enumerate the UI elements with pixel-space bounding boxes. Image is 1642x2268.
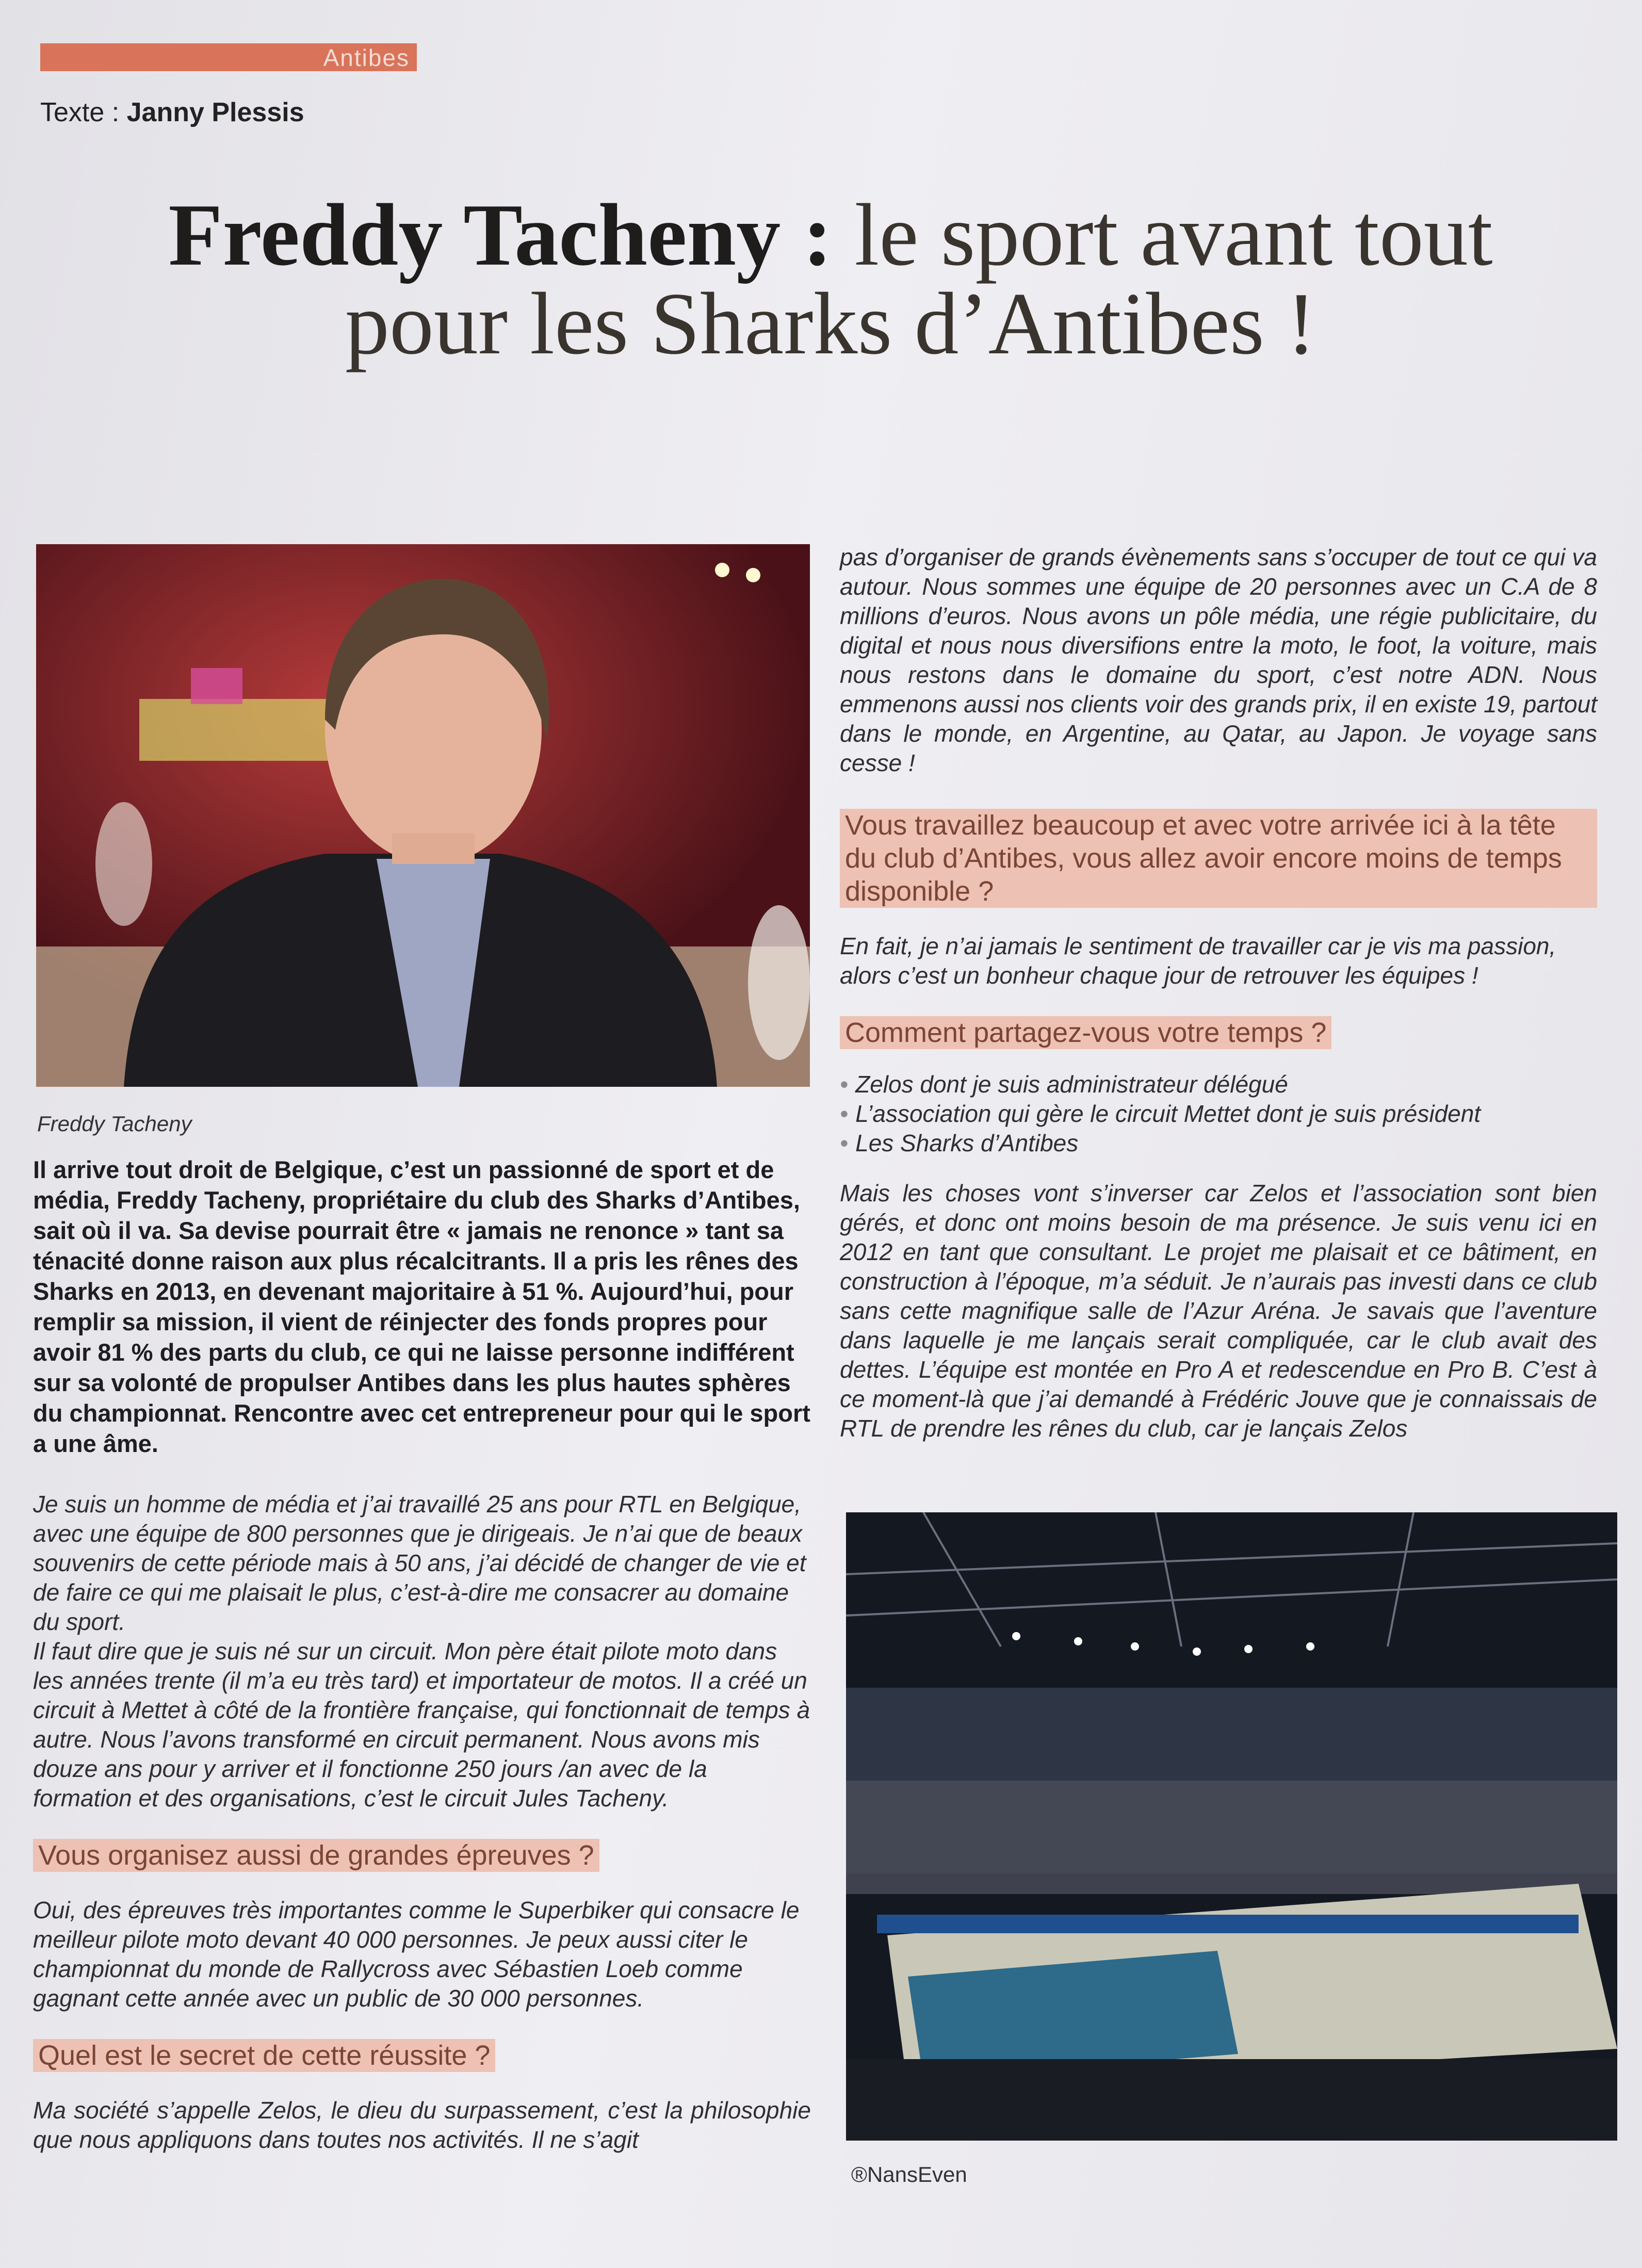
time-split-list: [840, 1070, 1597, 1158]
right-para-1: pas d’organiser de grands évènements sans s’occuper de tout ce qui va autour. Nous sommes une équipe de 20 personnes avec un C.A de 8 millions d’euros. Nous avons un pôle média, une régie publicitaire, du digital et nous nous diversifions entre la moto, le foot, la voiture, mais nous restons dans le domaine du sport, c’est notre ADN. Nous emmenons aussi nos clients voir des grands prix, il en existe 19, partout dans le monde, en Argentine, au Qatar, au Japon. Je voyage sans cesse !: [840, 544, 1597, 776]
byline-author: Janny Plessis: [126, 97, 304, 127]
arena-caption: ®NansEven: [851, 2162, 967, 2187]
headline-name: Freddy Tacheny :: [168, 186, 833, 284]
answer-para-1: Je suis un homme de média et j’ai travaillé 25 ans pour RTL en Belgique, avec une équipe de 800 personnes que je dirigeais. Je n’ai que de beaux souvenirs de cette période mais à 50 ans, j’ai décidé de changer de vie et de faire ce qui me plaisait le plus, c’est-à-dire me consacrer au domaine du sport.: [33, 1491, 806, 1635]
left-column: [33, 1154, 811, 2155]
question-1: Vous organisez aussi de grandes épreuves ?: [33, 1839, 599, 1872]
arena-illustration: [846, 1512, 1617, 2141]
answer-2: Ma société s’appelle Zelos, le dieu du surpassement, c’est la philosophie que nous appliquons dans toutes nos activités. Il ne s’agit: [33, 2097, 811, 2153]
portrait-caption: Freddy Tacheny: [37, 1112, 192, 1136]
intro-lead: Il arrive tout droit de Belgique, c’est un passionné de sport et de média, Freddy Tacheny, propriétaire du club des Sharks d’Antibes, sait où il va. Sa devise pourrait être « jamais ne renonce » tant sa ténacité donne raison aux plus récalcitrants. Il a pris les rênes des Sharks en 2013, en devenant majoritaire à 51 %. Aujourd’hui, pour remplir sa mission, il vient de réinjecter des fonds propres pour avoir 81 % des parts du club, ce qui ne laisse personne indifférent sur sa volonté de propulser Antibes dans les plus hautes sphères du championnat. Rencontre avec cet entrepreneur pour qui le sport a une âme.: [33, 1156, 810, 1457]
byline: [40, 97, 304, 128]
answer-1: Oui, des épreuves très importantes comme le Superbiker qui consacre le meilleur pilote moto devant 40 000 personnes. Je peux aussi citer le championnat du monde de Rallycross avec Sébastien Loeb comme gagnant cette année avec un public de 30 000 personnes.: [33, 1897, 800, 2012]
right-para-2: Mais les choses vont s’inverser car Zelos et l’association sont bien gérés, et donc ont moins besoin de ma présence. Je suis venu ici en 2012 en tant que consultant. Le projet me plaisait et ce bâtiment, en construction à l’époque, m’a séduit. Je n’aurais pas investi dans ce club sans cette magnifique salle de l’Azur Aréna. Je savais que l’aventure dans laquelle je me lançais serait compliquée, car le club avait des dettes. L’équipe est montée en Pro A et redescendue en Pro B. C’est à ce moment-là que j’ai demandé à Frédéric Jouve que je connaissais de RTL de prendre les rênes du club, car je lançais Zelos: [840, 1180, 1597, 1442]
article-headline: [83, 186, 1579, 373]
answer-3: En fait, je n’ai jamais le sentiment de travailler car je vis ma passion, alors c’est un bonheur chaque jour de retrouver les équipes !: [840, 933, 1556, 989]
list-item: • Zelos dont je suis administrateur délégué: [840, 1070, 1597, 1099]
question-2: Quel est le secret de cette réussite ?: [33, 2039, 495, 2072]
headline-rest: le sport avant tout pour les Sharks d’Antibes !: [345, 186, 1493, 373]
section-tag: Antibes: [40, 43, 417, 71]
arena-photo: [846, 1512, 1617, 2141]
list-item: • Les Sharks d’Antibes: [840, 1129, 1597, 1158]
portrait-illustration: [36, 544, 810, 1087]
answer-para-2: Il faut dire que je suis né sur un circuit. Mon père était pilote moto dans les années trente (il m’a eu très tard) et importateur de motos. Il a créé un circuit à Mettet à côté de la frontière française, qui fonctionnait de temps à autre. Nous l’avons transformé en circuit permanent. Nous avons mis douze ans pour y arriver et il fonctionne 250 jours /an avec de la formation et des organisations, c’est le circuit Jules Tacheny.: [33, 1638, 810, 1812]
portrait-photo: [36, 544, 810, 1087]
list-item: • L’association qui gère le circuit Mettet dont je suis président: [840, 1099, 1597, 1129]
right-column: [840, 543, 1597, 1443]
byline-prefix: Texte :: [40, 97, 127, 127]
question-4: Comment partagez-vous votre temps ?: [840, 1016, 1331, 1049]
question-3: Vous travaillez beaucoup et avec votre arrivée ici à la tête du club d’Antibes, vous allez avoir encore moins de temps disponible ?: [840, 809, 1597, 908]
